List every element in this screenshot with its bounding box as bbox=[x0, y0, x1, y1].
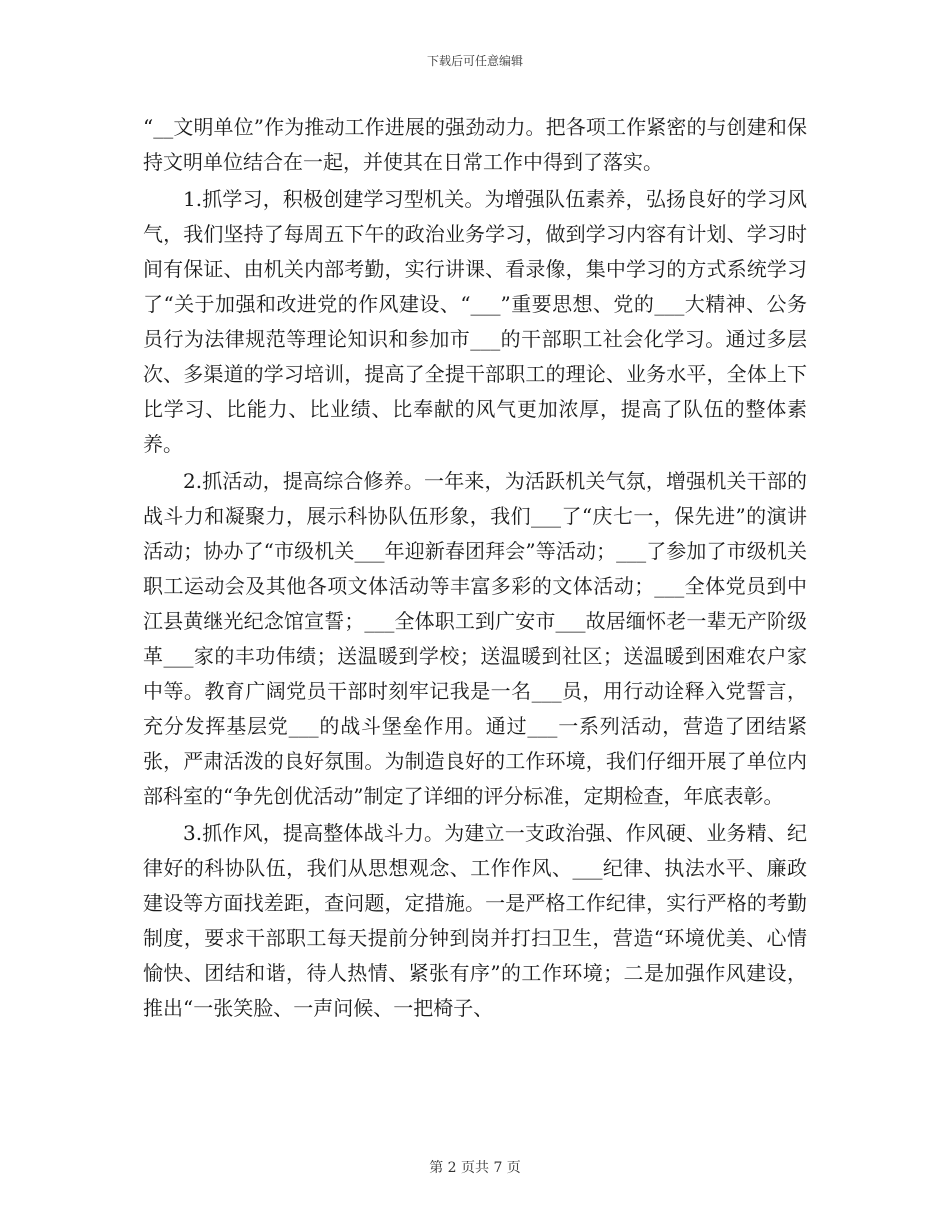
paragraph-study: 1.抓学习，积极创建学习型机关。为增强队伍素养，弘扬良好的学习风气，我们坚持了每周五下午的政治业务学习，做到学习内容有计划、学习时间有保证、由机关内部考勤，实行讲课、看录像，集中学习的方式系统学习了“关于加强和改进党的作风建设、“___”重要思想、党的___大精神、公务员行为法律规范等理论知识和参加市___的干部职工社会化学习。通过多层次、多渠道的学习培训，提高了全提干部职工的理论、业务水平，全体上下比学习、比能力、比业绩、比奉献的风气更加浓厚，提高了队伍的整体素养。 bbox=[143, 187, 807, 456]
paragraph-intro: “__文明单位”作为推动工作进展的强劲动力。把各项工作紧密的与创建和保持文明单位结合在一起，并使其在日常工作中得到了落实。 bbox=[143, 115, 807, 174]
page-footer: 第 2 页共 7 页 bbox=[429, 1160, 521, 1176]
document-body bbox=[143, 110, 807, 1026]
paragraph-activities: 2.抓活动，提高综合修养。一年来，为活跃机关气氛，增强机关干部的战斗力和凝聚力，展示科协队伍形象，我们___了“庆七一，保先进”的演讲活动；协办了“市级机关___年迎新春团拜会”等活动；___了参加了市级机关职工运动会及其他各项文体活动等丰富多彩的文体活动；___全体党员到中江县黄继光纪念馆宣誓；___全体职工到广安市___故居缅怀老一辈无产阶级革___家的丰功伟绩；送温暖到学校；送温暖到社区；送温暖到困难农户家中等。教育广阔党员干部时刻牢记我是一名___员，用行动诠释入党誓言，充分发挥基层党___的战斗堡垒作用。通过___一系列活动，营造了团结紧张，严肃活泼的良好氛围。为制造良好的工作环境，我们仔细开展了单位内部科室的“争先创优活动”制定了详细的评分标准，定期检查，年底表彰。 bbox=[143, 469, 807, 808]
page-header: 下载后可任意编辑 bbox=[426, 54, 523, 68]
paragraph-work-style: 3.抓作风，提高整体战斗力。为建立一支政治强、作风硬、业务精、纪律好的科协队伍，我们从思想观念、工作作风、___纪律、执法水平、廉政建设等方面找差距，查问题，定措施。一是严格工作纪律，实行严格的考勤制度，要求干部职工每天提前分钟到岗并打扫卫生，营造“环境优美、心情愉快、团结和谐，待人热情、紧张有序”的工作环境；二是加强作风建设，推出“一张笑脸、一声问候、一把椅子、 bbox=[143, 821, 807, 1020]
